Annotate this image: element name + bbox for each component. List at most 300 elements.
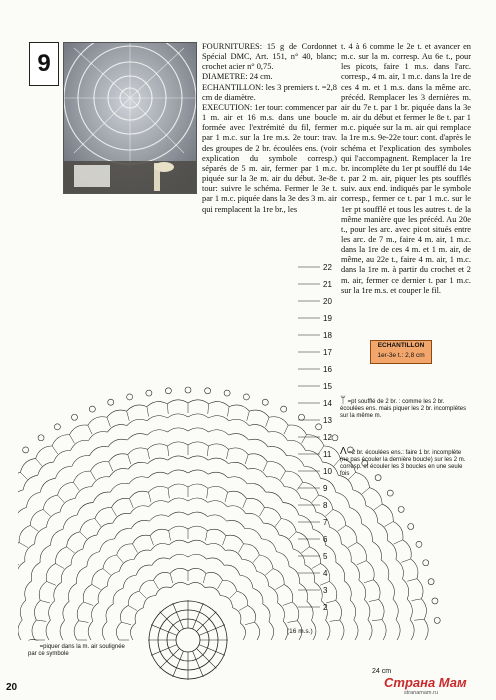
center-spoke bbox=[151, 625, 177, 636]
chain-arc bbox=[407, 599, 412, 619]
stitch-mark bbox=[407, 579, 417, 582]
stitch-mark bbox=[275, 585, 284, 590]
center-spoke bbox=[160, 648, 180, 668]
stitch-mark bbox=[55, 564, 64, 569]
stitch-mark bbox=[70, 435, 75, 444]
stitch-mark bbox=[79, 621, 89, 623]
sample-title: ECHANTILLON bbox=[377, 342, 425, 349]
chain-arc bbox=[379, 599, 384, 619]
chain-arc bbox=[168, 470, 188, 474]
chain-arc bbox=[123, 575, 136, 588]
round-label: 17 bbox=[323, 348, 332, 357]
chain-arc bbox=[63, 601, 69, 620]
chain-arc bbox=[249, 439, 268, 447]
chain-arc bbox=[168, 456, 188, 460]
chain-arc bbox=[152, 558, 170, 565]
stitch-mark bbox=[320, 581, 329, 585]
chain-arc bbox=[117, 544, 133, 555]
round-label: 5 bbox=[323, 552, 328, 561]
chain-arc bbox=[336, 492, 350, 507]
chain-arc bbox=[269, 622, 274, 640]
chain-arc bbox=[188, 554, 206, 559]
chain-arc bbox=[128, 462, 148, 469]
chain-arc bbox=[74, 621, 79, 640]
picot bbox=[205, 388, 211, 394]
underline-chain-icon: ⌒ bbox=[28, 640, 38, 651]
decrease-legend: Ʌ =2 br. écoulées ens.: faire 1 br. incomplète (ne pas écouler la dernière boucle) sur les 2 m. corresp. et écouler les 3 boucles en une seule fois bbox=[340, 446, 466, 477]
chain-arc bbox=[329, 581, 336, 600]
stitch-mark bbox=[40, 600, 50, 603]
chain-arc bbox=[20, 458, 35, 472]
stitch-mark bbox=[147, 449, 149, 459]
chain-arc bbox=[336, 600, 342, 620]
chain-arc bbox=[396, 559, 403, 579]
chain-arc bbox=[248, 606, 256, 623]
stitch-mark bbox=[297, 482, 303, 490]
chain-arc bbox=[364, 600, 369, 620]
stitch-mark bbox=[247, 411, 250, 421]
chain-arc bbox=[77, 503, 93, 515]
chain-arc bbox=[266, 492, 283, 503]
stitch-mark bbox=[206, 531, 208, 541]
stitch-mark bbox=[109, 462, 113, 471]
chain-arc bbox=[283, 503, 299, 515]
chain-arc bbox=[112, 498, 130, 507]
stitch-mark bbox=[239, 606, 248, 611]
stitch-mark bbox=[36, 458, 42, 466]
chain-arc bbox=[148, 472, 168, 478]
chain-arc bbox=[289, 567, 299, 584]
chain-arc bbox=[209, 416, 229, 421]
chain-arc bbox=[402, 579, 408, 599]
decrease-icon: Ʌ bbox=[340, 446, 347, 457]
chain-arc bbox=[40, 478, 55, 492]
picot bbox=[89, 406, 95, 412]
chain-arc bbox=[206, 572, 223, 580]
chain-arc bbox=[169, 526, 188, 531]
chain-arc bbox=[148, 458, 168, 463]
chain-arc bbox=[286, 471, 303, 482]
chain-arc bbox=[168, 498, 188, 502]
chain-arc bbox=[18, 620, 22, 640]
chain-arc bbox=[72, 456, 90, 467]
chain-arc bbox=[63, 515, 77, 529]
chain-arc bbox=[170, 554, 188, 559]
chain-arc bbox=[188, 442, 208, 446]
chain-arc bbox=[370, 488, 383, 504]
stitch-mark bbox=[226, 449, 228, 459]
chain-arc bbox=[30, 510, 43, 526]
stitch-mark bbox=[117, 555, 123, 563]
center-spoke bbox=[173, 603, 184, 629]
chain-arc bbox=[167, 400, 188, 404]
chain-arc bbox=[70, 425, 88, 435]
chain-arc bbox=[403, 540, 411, 559]
chain-arc bbox=[46, 564, 55, 582]
round-label: 9 bbox=[323, 484, 328, 493]
stitch-mark bbox=[281, 471, 286, 480]
picot bbox=[23, 447, 29, 453]
chain-arc bbox=[393, 522, 403, 540]
watermark-text: Страна Мам bbox=[384, 675, 467, 690]
stitch-mark bbox=[330, 620, 340, 621]
chain-arc bbox=[303, 482, 319, 495]
chain-arc bbox=[228, 462, 248, 469]
stitch-mark bbox=[129, 499, 133, 508]
chain-arc bbox=[224, 565, 240, 575]
chain-arc bbox=[127, 419, 147, 425]
stitch-mark bbox=[30, 525, 38, 531]
chain-arc bbox=[410, 619, 414, 640]
center-label: (16 m.s.) bbox=[287, 628, 313, 635]
chain-arc bbox=[20, 600, 26, 620]
stitch-mark bbox=[265, 569, 273, 575]
chain-arc bbox=[411, 559, 418, 579]
stitch-mark bbox=[372, 620, 382, 621]
chain-arc bbox=[359, 580, 366, 600]
round-label: 10 bbox=[323, 467, 332, 476]
stitch-mark bbox=[218, 580, 223, 589]
chain-arc bbox=[102, 622, 107, 640]
chain-arc bbox=[223, 580, 237, 591]
picot bbox=[262, 399, 268, 405]
center-spoke bbox=[199, 645, 225, 656]
stitch-mark bbox=[36, 620, 46, 621]
round-label: 21 bbox=[323, 280, 332, 289]
chain-arc bbox=[108, 439, 127, 447]
diameter-paragraph: DIAMETRE: 24 cm. bbox=[202, 72, 273, 82]
stitch-mark bbox=[67, 547, 75, 553]
chain-arc bbox=[255, 622, 260, 640]
stitch-mark bbox=[207, 446, 208, 456]
chain-arc bbox=[89, 447, 108, 456]
chain-arc bbox=[73, 471, 90, 482]
stitch-mark bbox=[245, 455, 248, 465]
chain-arc bbox=[110, 483, 128, 492]
picot bbox=[146, 390, 152, 396]
chain-arc bbox=[107, 425, 127, 432]
chain-arc bbox=[31, 562, 40, 580]
materials-paragraph: FOURNITURES: 15 g de Cordonnet Spécial DMC, Art. 151, n° 40, blanc; crochet acier n° 0,75. bbox=[202, 42, 337, 72]
stitch-mark bbox=[275, 519, 281, 527]
chain-arc bbox=[88, 417, 107, 425]
center-spoke bbox=[173, 651, 184, 677]
chain-arc bbox=[80, 519, 95, 532]
chain-arc bbox=[244, 544, 260, 555]
chain-arc bbox=[60, 620, 64, 640]
chain-arc bbox=[130, 623, 135, 640]
chain-arc bbox=[344, 581, 351, 600]
stitch-mark bbox=[338, 525, 346, 531]
chain-arc bbox=[139, 580, 153, 591]
stitch-mark bbox=[312, 564, 321, 569]
puff-stitch-legend: ᛘ =pt soufflé de 2 br. : comme les 2 br. écoulées ens. mais piquer les 2 br. incomplètes sur la même m. bbox=[340, 395, 467, 419]
chain-arc bbox=[148, 486, 168, 492]
chain-arc bbox=[34, 600, 40, 620]
chain-arc bbox=[106, 604, 113, 622]
chain-arc bbox=[77, 567, 87, 584]
stitch-mark bbox=[374, 504, 382, 510]
chain-arc bbox=[147, 402, 167, 407]
chain-arc bbox=[228, 477, 247, 484]
chain-arc bbox=[265, 507, 282, 518]
chain-arc bbox=[100, 539, 115, 552]
stitch-mark bbox=[357, 561, 366, 565]
instructions-column-1 bbox=[202, 42, 337, 215]
chain-arc bbox=[240, 623, 245, 640]
stitch-mark bbox=[148, 492, 151, 502]
stitch-mark bbox=[227, 407, 229, 417]
picot bbox=[54, 424, 60, 430]
stitch-mark bbox=[168, 446, 169, 456]
picot bbox=[416, 541, 422, 547]
chain-arc bbox=[18, 472, 20, 487]
chain-arc bbox=[46, 620, 50, 640]
center-spoke bbox=[193, 603, 204, 629]
chain-arc bbox=[129, 491, 148, 498]
stitch-mark bbox=[348, 543, 357, 548]
chain-arc bbox=[253, 588, 263, 604]
chain-arc bbox=[354, 620, 358, 640]
stitch-mark bbox=[121, 622, 131, 625]
stitch-mark bbox=[412, 599, 422, 601]
chain-arc bbox=[19, 525, 30, 542]
chain-arc bbox=[307, 601, 313, 620]
chain-arc bbox=[388, 579, 394, 599]
picot bbox=[408, 524, 414, 530]
picot bbox=[127, 394, 133, 400]
round-label: 19 bbox=[323, 314, 332, 323]
stitch-mark bbox=[243, 499, 247, 508]
chain-arc bbox=[127, 405, 147, 411]
chain-arc bbox=[288, 425, 306, 435]
chain-arc bbox=[296, 532, 309, 547]
center-spoke bbox=[160, 612, 180, 632]
chain-arc bbox=[248, 454, 267, 462]
picot bbox=[72, 414, 78, 420]
chain-arc bbox=[350, 507, 362, 523]
stitch-mark bbox=[266, 417, 269, 426]
stitch-mark bbox=[207, 488, 208, 498]
chain-arc bbox=[136, 565, 152, 575]
chain-arc bbox=[92, 569, 103, 585]
chain-arc bbox=[382, 504, 393, 521]
round-label: 2 bbox=[323, 603, 328, 612]
chain-arc bbox=[208, 515, 227, 521]
chain-arc bbox=[18, 507, 26, 523]
stitch-mark bbox=[154, 580, 159, 589]
chain-arc bbox=[350, 600, 356, 620]
stitch-mark bbox=[326, 600, 336, 603]
chain-arc bbox=[229, 405, 249, 411]
stitch-mark bbox=[385, 522, 394, 527]
chain-arc bbox=[93, 492, 110, 503]
execution-continued-paragraph: t. 4 à 6 comme le 2e t. et avancer en m.c. sur la m. corresp. Au 6e t., pour les picots, faire 1 m.s. dans l'arc. corresp., 4 m. air, 1 m.c. dans la 1re de ces 4 m. et 1 m.s. dans la même arc. précéd. Remplacer les 3 dernières m. air du 7e t. par 1 br. piquée dans la 3e m. air du début et fermer le 8e t. par 1 m.c. piquée sur la m. air qui remplace la 1re m.s. 9e-22e tour: cont. d'après le schéma et l'explication des symboles qui l'accompagnent. Remplacer la 1re br. incomplète du 1er pt soufflé du 14e t. par 2 m. air, piquer les pts soufflés suiv. aux end. indiqués par le symbole corresp., fermer ce t. par 1 m.c. sur le 1er pt soufflé et tous les autres t. de la même manière que les précéd. Au 20e t., pour les arc. avec picot situés entre les arc. de 7 m., faire 4 m. air, 1 m.c. dans la 1re de ces 4 m. et 1 m. air, de même, au 22e t., faire 4 m. air, 1 m.c. dans la 1re m. à partir du crochet et 2 m. air, fermer ce dernier t. par 1 m.c. sur la 1re m.s. et couper le fil. bbox=[341, 42, 471, 295]
center-spoke bbox=[199, 625, 225, 636]
chain-arc bbox=[109, 454, 128, 462]
stitch-mark bbox=[18, 561, 19, 565]
chain-arc bbox=[51, 529, 63, 545]
stitch-mark bbox=[19, 543, 28, 548]
chain-arc bbox=[107, 410, 127, 417]
chain-arc bbox=[129, 477, 148, 484]
picot bbox=[108, 399, 114, 405]
stitch-mark bbox=[133, 544, 138, 553]
chain-arc bbox=[333, 510, 346, 526]
chain-arc bbox=[373, 580, 380, 600]
chain-arc bbox=[372, 541, 381, 560]
round-label: 15 bbox=[323, 382, 332, 391]
chain-arc bbox=[245, 529, 262, 539]
chain-arc bbox=[52, 435, 69, 446]
chain-arc bbox=[18, 543, 19, 561]
chain-arc bbox=[91, 462, 109, 472]
picot bbox=[398, 506, 404, 512]
chain-arc bbox=[273, 569, 284, 585]
chain-arc bbox=[336, 562, 345, 580]
stitch-mark bbox=[287, 621, 297, 623]
stitch-mark bbox=[414, 619, 424, 620]
round-label: 12 bbox=[323, 433, 332, 442]
chain-arc bbox=[40, 545, 51, 562]
chain-arc bbox=[103, 555, 117, 569]
gauge-paragraph: ECHANTILLON: les 3 premiers t. =2,8 cm de diamètre. bbox=[202, 82, 337, 102]
chain-arc bbox=[18, 490, 23, 506]
stitch-mark bbox=[167, 404, 168, 414]
chain-arc bbox=[229, 419, 249, 425]
chain-arc bbox=[113, 588, 123, 604]
stitch-mark bbox=[80, 532, 87, 539]
chain-arc bbox=[128, 448, 148, 455]
stitch-mark bbox=[260, 507, 265, 516]
chain-arc bbox=[188, 428, 208, 432]
chain-arc bbox=[188, 400, 209, 404]
round-label: 3 bbox=[323, 586, 328, 595]
chain-arc bbox=[362, 524, 373, 542]
chain-arc bbox=[43, 495, 57, 509]
round-label: 6 bbox=[323, 535, 328, 544]
chain-arc bbox=[188, 414, 209, 418]
stitch-mark bbox=[253, 555, 259, 563]
round-label: 20 bbox=[323, 297, 332, 306]
chain-arc bbox=[207, 544, 225, 551]
round-label: 4 bbox=[323, 569, 328, 578]
chain-arc bbox=[188, 540, 207, 545]
stitch-mark bbox=[263, 462, 267, 471]
chain-arc bbox=[268, 447, 287, 456]
stitch-mark bbox=[223, 536, 226, 545]
chain-arc bbox=[49, 601, 55, 620]
execution-paragraph: EXECUTION: 1er tour: commencer par 1 m. air et 16 m.s. dans une boucle formée avec l'extrémité du fil, fermer par 1 m.c. sur la 1re m.s. 2e tour: trav. des groupes de 2 br. écoulées ens. (voir explication du symbole corresp.) séparés de 5 m. air, fermer par 1 m.c. piquée sur la 3e m. air du début. 3e-8e tour: suivre le schéma. Fermer le 3e t. par 1 m.c. piquée dans la 3e des 3 m. air qui remplacent la 1re br., les bbox=[202, 102, 337, 214]
round-label: 7 bbox=[323, 518, 328, 527]
chain-note-legend: ⌒ =piquer dans la m. air soulignée par ce symbole bbox=[28, 640, 125, 657]
picot bbox=[298, 414, 304, 420]
stitch-mark bbox=[245, 622, 255, 625]
stitch-mark bbox=[170, 573, 173, 583]
picot bbox=[243, 394, 249, 400]
stitch-mark bbox=[239, 544, 244, 553]
chain-arc bbox=[208, 444, 228, 449]
stitch-mark bbox=[107, 417, 110, 426]
stitch-mark bbox=[92, 585, 101, 590]
chain-arc bbox=[147, 416, 167, 421]
chain-arc bbox=[421, 599, 426, 619]
round-label: 11 bbox=[323, 450, 332, 459]
center-spoke bbox=[151, 645, 177, 656]
center-spoke bbox=[196, 648, 216, 668]
stitch-mark bbox=[225, 492, 228, 502]
chain-arc bbox=[208, 486, 228, 492]
chain-arc bbox=[39, 581, 46, 600]
chain-arc bbox=[95, 507, 112, 518]
chain-arc bbox=[58, 482, 74, 495]
chain-arc bbox=[208, 430, 228, 435]
chain-arc bbox=[424, 619, 428, 640]
chain-arc bbox=[188, 526, 207, 531]
chain-arc bbox=[151, 544, 169, 551]
picot bbox=[432, 598, 438, 604]
puff-stitch-icon: ᛘ bbox=[340, 395, 346, 406]
picot bbox=[165, 388, 171, 394]
chain-arc bbox=[307, 435, 324, 446]
stitch-mark bbox=[88, 425, 92, 434]
chain-arc bbox=[167, 414, 188, 418]
chain-arc bbox=[208, 458, 228, 463]
picot bbox=[281, 406, 287, 412]
stitch-mark bbox=[95, 519, 101, 527]
round-label: 22 bbox=[323, 263, 332, 272]
center-spoke bbox=[196, 612, 216, 632]
round-label: 13 bbox=[323, 416, 332, 425]
chain-arc bbox=[188, 582, 205, 587]
chain-arc bbox=[206, 558, 224, 565]
chain-arc bbox=[188, 484, 208, 488]
stitch-mark bbox=[112, 507, 117, 516]
chain-arc bbox=[237, 591, 248, 605]
chain-arc bbox=[346, 525, 357, 542]
chain-arc bbox=[133, 535, 151, 544]
stitch-mark bbox=[289, 532, 296, 539]
stitch-mark bbox=[73, 482, 79, 490]
chain-arc bbox=[292, 602, 299, 621]
chain-arc bbox=[88, 621, 93, 640]
chain-arc bbox=[147, 444, 167, 449]
chain-arc bbox=[227, 520, 245, 528]
chain-arc bbox=[25, 581, 32, 600]
chain-arc bbox=[170, 568, 188, 573]
stitch-mark bbox=[168, 488, 169, 498]
chain-arc bbox=[168, 512, 188, 516]
chain-arc bbox=[150, 529, 169, 536]
chain-arc bbox=[287, 456, 305, 467]
stitch-mark bbox=[43, 510, 50, 517]
chain-arc bbox=[396, 620, 400, 640]
sample-box bbox=[370, 340, 432, 364]
picot bbox=[224, 390, 230, 396]
chain-arc bbox=[169, 540, 188, 545]
chain-arc bbox=[357, 543, 367, 561]
diameter-label: 24 cm bbox=[372, 668, 392, 675]
chain-arc bbox=[276, 552, 289, 567]
chain-arc bbox=[128, 591, 139, 605]
stitch-mark bbox=[283, 602, 292, 605]
round-label: 14 bbox=[323, 399, 332, 408]
chain-arc bbox=[326, 620, 330, 640]
stitch-mark bbox=[20, 472, 27, 479]
sample-value: 1er-3e t.: 2,8 cm bbox=[377, 352, 425, 359]
chain-arc bbox=[393, 599, 398, 619]
round-label: 16 bbox=[323, 365, 332, 374]
